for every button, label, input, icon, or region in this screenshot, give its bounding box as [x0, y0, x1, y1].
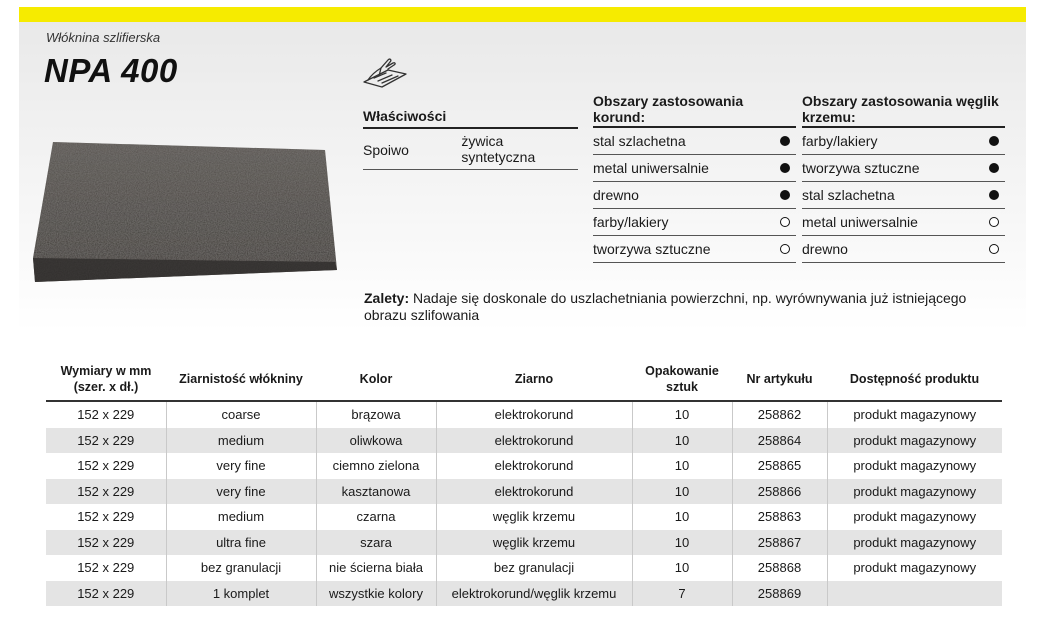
product-title: NPA 400 [44, 52, 178, 89]
application-label: farby/lakiery [802, 133, 878, 149]
application-row [802, 209, 1005, 236]
application-row [802, 182, 1005, 209]
table-cell: 152 x 229 [77, 458, 135, 474]
suitability-dot-icon [989, 136, 999, 146]
application-row [802, 155, 1005, 182]
table-row [46, 453, 1002, 479]
application-row [593, 128, 796, 155]
application-row [593, 155, 796, 182]
abrasive-pad-image [33, 138, 343, 286]
table-cell: 10 [632, 504, 732, 530]
application-label: drewno [802, 241, 848, 257]
suitability-dot-icon [780, 217, 790, 227]
table-cell: produkt magazynowy [827, 401, 1002, 428]
table-cell: ciemno zielona [316, 453, 436, 479]
table-cell: produkt magazynowy [827, 504, 1002, 530]
table-cell: 152 x 229 [77, 407, 135, 423]
suitability-dot-icon [780, 244, 790, 254]
table-cell: produkt magazynowy [827, 479, 1002, 505]
table-cell: 258866 [732, 479, 827, 505]
table-cell: very fine [166, 453, 316, 479]
table-cell: 258863 [732, 504, 827, 530]
column-header: Nr artykułu [732, 358, 827, 401]
table-cell: 7 [632, 581, 732, 607]
table-row [46, 555, 1002, 581]
table-cell: nie ścierna biała [316, 555, 436, 581]
product-table [46, 358, 1002, 606]
table-cell: 152 x 229 [46, 581, 166, 607]
table-cell: brązowa [316, 401, 436, 428]
suitability-dot-icon [989, 190, 999, 200]
table-cell: 258864 [732, 428, 827, 454]
application-row [802, 236, 1005, 263]
table-cell: very fine [166, 479, 316, 505]
table-header-row [46, 358, 1002, 401]
advantages-label: Zalety: [364, 290, 410, 306]
property-value: żywica syntetyczna [461, 133, 536, 165]
application-row [593, 182, 796, 209]
applications-corundum-heading: Obszary zastosowania korund: [593, 93, 796, 128]
suitability-dot-icon [780, 163, 790, 173]
applications-corundum-panel [593, 93, 796, 263]
suitability-dot-icon [989, 163, 999, 173]
table-cell: bez granulacji [166, 555, 316, 581]
table-cell: 152 x 229 [77, 509, 135, 525]
table-cell: elektrokorund [436, 479, 632, 505]
application-label: metal uniwersalnie [802, 214, 918, 230]
table-cell: 10 [632, 428, 732, 454]
table-cell: produkt magazynowy [827, 555, 1002, 581]
application-label: tworzywa sztuczne [802, 160, 920, 176]
table-cell: 152 x 229 [46, 479, 166, 505]
table-cell: 10 [632, 401, 732, 428]
suitability-dot-icon [989, 217, 999, 227]
property-row [363, 129, 578, 170]
column-header: Dostępność produktu [827, 358, 1002, 401]
table-cell: 152 x 229 [46, 428, 166, 454]
table-row [46, 530, 1002, 556]
table-cell: bez granulacji [436, 555, 632, 581]
column-header: Ziarnistość włókniny [166, 358, 316, 401]
table-cell: 152 x 229 [46, 530, 166, 556]
table-cell: 258862 [732, 401, 827, 428]
table-cell: medium [166, 428, 316, 454]
table-cell: 10 [632, 479, 732, 505]
table-cell: 152 x 229 [77, 560, 135, 576]
yellow-accent-bar [19, 7, 1026, 22]
table-cell: coarse [166, 401, 316, 428]
table-cell: produkt magazynowy [827, 428, 1002, 454]
table-cell: ultra fine [166, 530, 316, 556]
product-category: Włóknina szlifierska [46, 30, 161, 45]
table-cell: szara [316, 530, 436, 556]
application-label: farby/lakiery [593, 214, 669, 230]
suitability-dot-icon [780, 190, 790, 200]
table-cell: węglik krzemu [436, 530, 632, 556]
table-cell: 10 [632, 453, 732, 479]
table-cell: 1 komplet [166, 581, 316, 607]
table-row [46, 401, 1002, 428]
table-row [46, 504, 1002, 530]
application-label: drewno [593, 187, 639, 203]
suitability-dot-icon [989, 244, 999, 254]
application-row [802, 128, 1005, 155]
application-row [593, 236, 796, 263]
application-row [593, 209, 796, 236]
applications-sic-heading: Obszary zastosowania węglik krzemu: [802, 93, 1005, 128]
table-cell: 258869 [732, 581, 827, 607]
table-cell: węglik krzemu [436, 504, 632, 530]
table-cell: 10 [632, 555, 732, 581]
application-label: metal uniwersalnie [593, 160, 709, 176]
application-label: tworzywa sztuczne [593, 241, 711, 257]
properties-heading: Właściwości [363, 108, 578, 129]
table-row [46, 479, 1002, 505]
table-cell: kasztanowa [316, 479, 436, 505]
table-cell: 258865 [732, 453, 827, 479]
table-cell: elektrokorund/węglik krzemu [436, 581, 632, 607]
table-row [46, 581, 1002, 607]
table-cell: elektrokorund [436, 453, 632, 479]
table-cell: elektrokorund [436, 428, 632, 454]
table-cell: elektrokorund [436, 401, 632, 428]
table-cell: wszystkie kolory [316, 581, 436, 607]
table-cell: czarna [316, 504, 436, 530]
column-header: Opakowanie sztuk [632, 358, 732, 401]
column-header: Wymiary w mm (szer. x dł.) [46, 358, 166, 401]
table-cell: oliwkowa [316, 428, 436, 454]
applications-sic-panel [802, 93, 1005, 263]
table-row [46, 428, 1002, 454]
column-header: Kolor [316, 358, 436, 401]
table-cell: medium [166, 504, 316, 530]
advantages-text [364, 290, 1009, 324]
application-label: stal szlachetna [593, 133, 686, 149]
table-cell [827, 581, 1002, 607]
suitability-dot-icon [780, 136, 790, 146]
hand-sanding-icon [362, 56, 408, 90]
column-header: Ziarno [436, 358, 632, 401]
table-cell: 10 [632, 530, 732, 556]
advantages-description: Nadaje się doskonale do uszlachetniania powierzchni, np. wyrównywania już istniejącego obrazu szlifowania [364, 290, 967, 323]
table-cell: 258868 [732, 555, 827, 581]
property-key: Spoiwo [363, 142, 409, 158]
application-label: stal szlachetna [802, 187, 895, 203]
table-cell: produkt magazynowy [827, 530, 1002, 556]
properties-panel [363, 108, 578, 170]
table-cell: 258867 [732, 530, 827, 556]
table-cell: produkt magazynowy [827, 453, 1002, 479]
